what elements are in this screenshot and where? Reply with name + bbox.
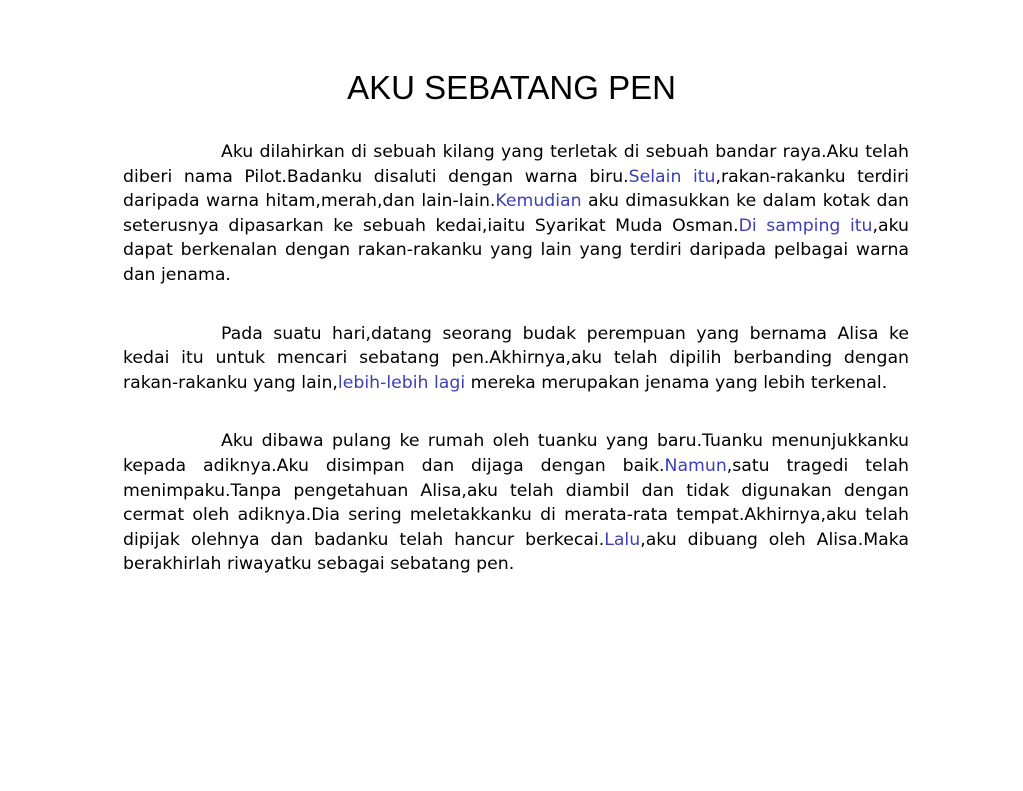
paragraph-text: ,aku dibuang oleh Alisa.Maka berakhirlah riwayatku sebagai sebatang pen. — [123, 529, 909, 575]
paragraph-text: ,aku dapat berkenalan dengan rakan-rakanku yang lain yang terdiri daripada pelbagai warna dan jenama. — [123, 215, 909, 285]
paragraph-text: ,satu tragedi telah menimpaku.Tanpa pengetahuan Alisa,aku telah diambil dan tidak digunakan dengan cermat oleh adiknya.Dia sering meletakkanku di merata-rata tempat.Akhirnya,aku telah dipijak olehnya dan badanku telah hancur berkecai. — [123, 455, 909, 550]
document-title: AKU SEBATANG PEN — [347, 69, 676, 106]
paragraph-text: Pada suatu hari,datang seorang budak perempuan yang bernama Alisa ke kedai itu untuk mencari sebatang pen.Akhirnya,aku telah dipilih berbanding dengan rakan-rakanku yang lain, — [123, 323, 909, 393]
highlighted-connector: Lalu — [604, 529, 641, 550]
paragraph-text: aku dimasukkan ke dalam kotak dan seterusnya dipasarkan ke sebuah kedai,iaitu Syarikat Muda Osman. — [123, 191, 909, 236]
document-body — [123, 140, 909, 577]
highlighted-connector: Di samping itu — [738, 215, 873, 236]
paragraph-1 — [123, 140, 909, 288]
paragraph-text: Aku dibawa pulang ke rumah oleh tuanku yang baru.Tuanku menunjukkanku kepada adiknya.Aku disimpan dan dijaga dengan baik. — [123, 431, 909, 476]
paragraph-text: Aku dilahirkan di sebuah kilang yang terletak di sebuah bandar raya.Aku telah diberi nama Pilot.Badanku disaluti dengan warna biru. — [123, 142, 909, 187]
paragraph-text: mereka merupakan jenama yang lebih terkenal. — [465, 372, 888, 393]
highlighted-connector: Selain itu — [628, 166, 716, 187]
highlighted-connector: Kemudian — [495, 191, 582, 212]
paragraph-3 — [123, 429, 909, 577]
paragraph-text: ,rakan-rakanku terdiri daripada warna hitam,merah,dan lain-lain. — [123, 166, 909, 212]
paragraph-2 — [123, 322, 909, 396]
highlighted-connector: lebih-lebih lagi — [337, 372, 466, 393]
highlighted-connector: Namun — [664, 455, 727, 476]
